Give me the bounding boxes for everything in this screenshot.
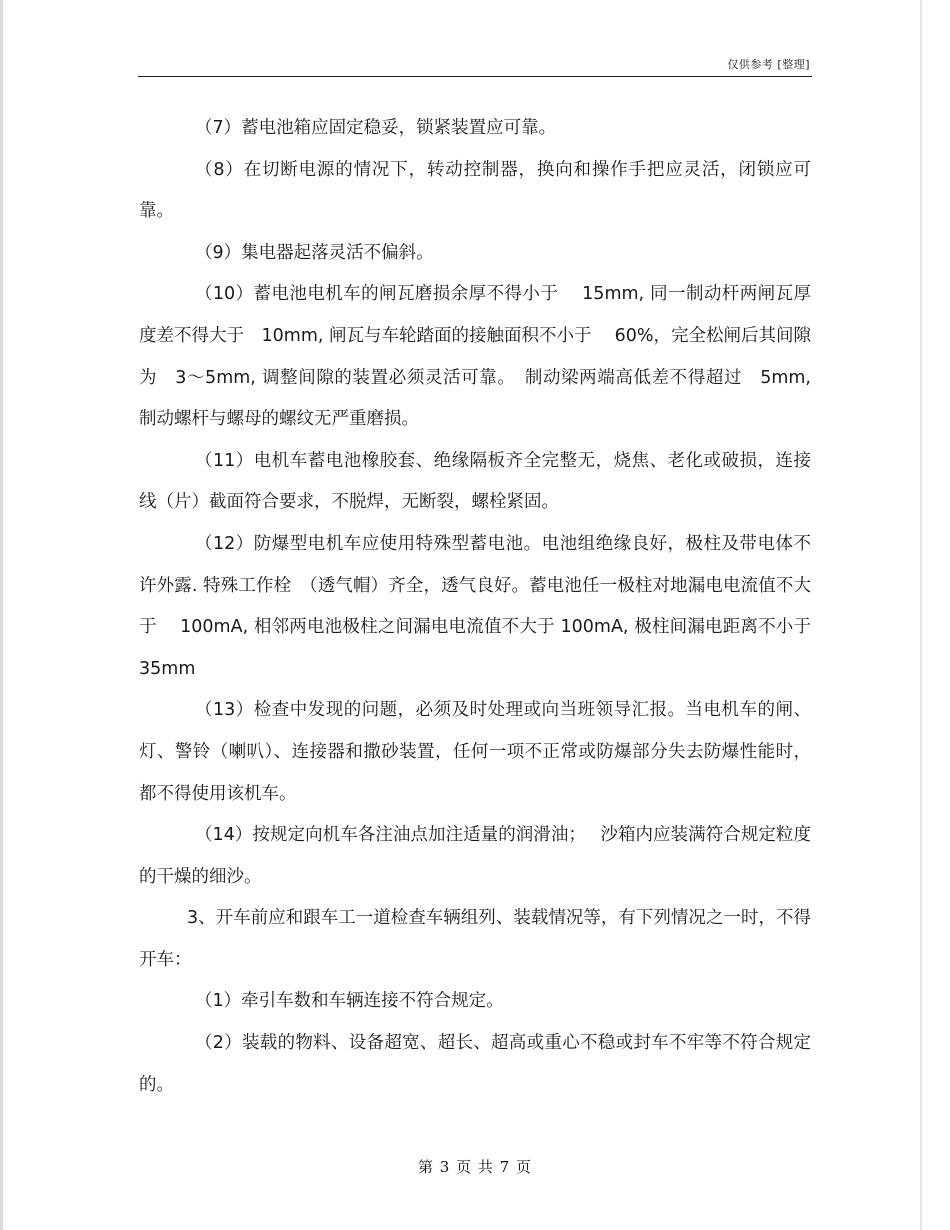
paragraph-sub-1: （1）牵引车数和车辆连接不符合规定。 (195, 991, 504, 1012)
paragraph-item-14: （14）按规定向机车各注油点加注适量的润滑油； 沙箱内应装满符合规定粒度的干燥的细沙。 (139, 825, 811, 887)
document-body (139, 108, 835, 1106)
paragraph-section-3: 3、开车前应和跟车工一道检查车辆组列、装载情况等，有下列情况之一时，不得开车： (139, 908, 811, 970)
paragraph-item-12: （12）防爆型电机车应使用特殊型蓄电池。电池组绝缘良好，极柱及带电体不许外露. 特殊工作栓 （透气帽）齐全，透气良好。蓄电池任一极柱对地漏电电流值不大于 100mA, 相邻两电池极柱之间漏电电流值不大于 100mA, 极柱间漏电距离不小于 35mm (139, 533, 835, 679)
paragraph-item-7: （7）蓄电池箱应固定稳妥，锁紧装置应可靠。 (195, 118, 557, 138)
page-header (138, 54, 812, 77)
paragraph-item-8: （8）在切断电源的情况下，转动控制器，换向和操作手把应灵活，闭锁应可靠。 (139, 159, 811, 222)
page-edge-left (0, 0, 3, 1230)
paragraph-sub-2: （2）装载的物料、设备超宽、超长、超高或重心不稳或封车不牢等不符合规定的。 (139, 1033, 811, 1095)
paragraph-item-9: （9）集电器起落灵活不偏斜。 (195, 242, 434, 263)
page-edge-right (920, 0, 922, 1230)
page-number-footer: 第 3 页 共 7 页 (418, 1158, 532, 1176)
paragraph-item-13: （13）检查中发现的问题，必须及时处理或向当班领导汇报。当电机车的闸、灯、警铃（喇叭）、连接器和撒砂装置，任何一项不正常或防爆部分失去防爆性能时，都不得使用该机车。 (139, 700, 811, 804)
paragraph-item-10: （10）蓄电池电机车的闸瓦磨损余厚不得小于 15mm, 同一制动杆两闸瓦厚度差不得大于 10mm, 闸瓦与车轮踏面的接触面积不小于 60%，完全松闸后其间隙为 3～5mm, 调整间隙的装置必须灵活可靠。 制动梁两端高低差不得超过 5mm, 制动螺杆与螺母的螺纹无严重磨损。 (139, 284, 811, 430)
header-text: 仅供参考 [整理] (727, 58, 810, 71)
paragraph-item-11: （11）电机车蓄电池橡胶套、绝缘隔板齐全完整无，烧焦、老化或破损，连接线（片）截面符合要求，不脱焊，无断裂，螺栓紧固。 (139, 450, 811, 513)
